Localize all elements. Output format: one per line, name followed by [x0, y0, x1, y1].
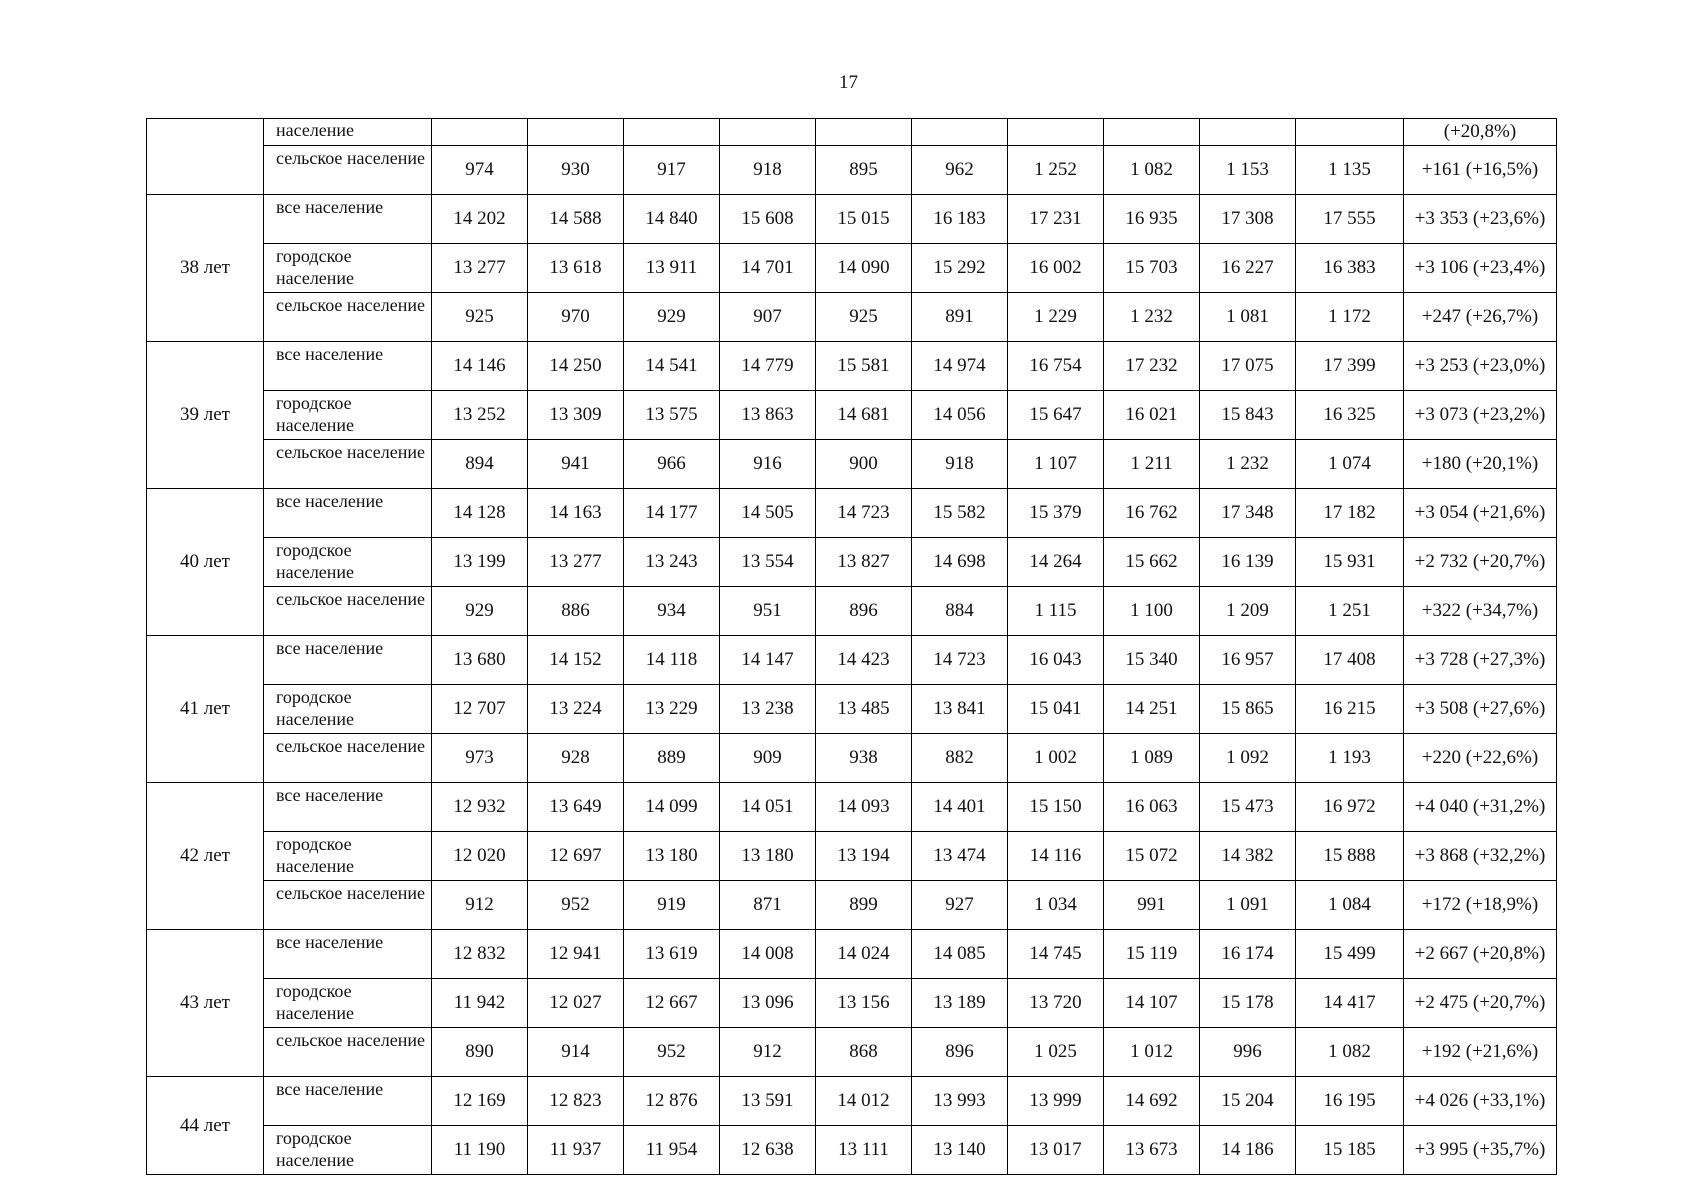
- value-cell: 15 499: [1296, 930, 1404, 979]
- value-cell: 1 252: [1008, 146, 1104, 195]
- value-cell: 13 017: [1008, 1126, 1104, 1175]
- change-cell: +161 (+16,5%): [1404, 146, 1557, 195]
- value-cell: 11 937: [528, 1126, 624, 1175]
- value-cell: 916: [720, 440, 816, 489]
- value-cell: [432, 119, 528, 146]
- value-cell: 890: [432, 1028, 528, 1077]
- table-row: [147, 979, 1557, 1028]
- value-cell: 14 202: [432, 195, 528, 244]
- population-group-cell: все население: [264, 342, 432, 391]
- value-cell: 900: [816, 440, 912, 489]
- value-cell: 1 100: [1104, 587, 1200, 636]
- change-cell: +3 253 (+23,0%): [1404, 342, 1557, 391]
- value-cell: 17 231: [1008, 195, 1104, 244]
- value-cell: 1 193: [1296, 734, 1404, 783]
- change-cell: +220 (+22,6%): [1404, 734, 1557, 783]
- population-group-cell: сельское население: [264, 881, 432, 930]
- value-cell: 13 096: [720, 979, 816, 1028]
- change-cell: +322 (+34,7%): [1404, 587, 1557, 636]
- population-group-cell: все население: [264, 930, 432, 979]
- value-cell: 13 189: [912, 979, 1008, 1028]
- table-row: [147, 119, 1557, 146]
- value-cell: 16 972: [1296, 783, 1404, 832]
- value-cell: 15 865: [1200, 685, 1296, 734]
- change-cell: +192 (+21,6%): [1404, 1028, 1557, 1077]
- population-group-cell: все население: [264, 195, 432, 244]
- value-cell: 13 863: [720, 391, 816, 440]
- table-row: [147, 783, 1557, 832]
- value-cell: 15 178: [1200, 979, 1296, 1028]
- value-cell: 14 701: [720, 244, 816, 293]
- value-cell: 13 680: [432, 636, 528, 685]
- value-cell: 16 754: [1008, 342, 1104, 391]
- value-cell: 14 692: [1104, 1077, 1200, 1126]
- population-group-cell: городское население: [264, 391, 432, 440]
- value-cell: 15 150: [1008, 783, 1104, 832]
- value-cell: [624, 119, 720, 146]
- change-cell: +172 (+18,9%): [1404, 881, 1557, 930]
- value-cell: 952: [528, 881, 624, 930]
- value-cell: 16 227: [1200, 244, 1296, 293]
- change-cell: +3 353 (+23,6%): [1404, 195, 1557, 244]
- value-cell: 16 957: [1200, 636, 1296, 685]
- value-cell: 13 111: [816, 1126, 912, 1175]
- value-cell: [912, 119, 1008, 146]
- value-cell: 12 941: [528, 930, 624, 979]
- value-cell: 12 932: [432, 783, 528, 832]
- value-cell: 16 215: [1296, 685, 1404, 734]
- value-cell: 16 195: [1296, 1077, 1404, 1126]
- value-cell: 962: [912, 146, 1008, 195]
- value-cell: 14 093: [816, 783, 912, 832]
- change-cell: +3 508 (+27,6%): [1404, 685, 1557, 734]
- value-cell: 15 647: [1008, 391, 1104, 440]
- value-cell: 1 034: [1008, 881, 1104, 930]
- value-cell: 894: [432, 440, 528, 489]
- value-cell: 13 911: [624, 244, 720, 293]
- value-cell: 1 251: [1296, 587, 1404, 636]
- value-cell: 12 667: [624, 979, 720, 1028]
- value-cell: 15 931: [1296, 538, 1404, 587]
- population-group-cell: сельское население: [264, 293, 432, 342]
- value-cell: 14 099: [624, 783, 720, 832]
- change-cell: +4 040 (+31,2%): [1404, 783, 1557, 832]
- table-row: [147, 146, 1557, 195]
- value-cell: 15 473: [1200, 783, 1296, 832]
- value-cell: 15 608: [720, 195, 816, 244]
- value-cell: 1 229: [1008, 293, 1104, 342]
- table-row: [147, 342, 1557, 391]
- value-cell: 14 186: [1200, 1126, 1296, 1175]
- value-cell: 899: [816, 881, 912, 930]
- value-cell: 13 309: [528, 391, 624, 440]
- table-row: [147, 636, 1557, 685]
- value-cell: 925: [432, 293, 528, 342]
- value-cell: 13 619: [624, 930, 720, 979]
- value-cell: 886: [528, 587, 624, 636]
- value-cell: 896: [912, 1028, 1008, 1077]
- value-cell: 14 118: [624, 636, 720, 685]
- age-cell: 39 лет: [147, 342, 264, 489]
- value-cell: 914: [528, 1028, 624, 1077]
- value-cell: 17 408: [1296, 636, 1404, 685]
- value-cell: 14 779: [720, 342, 816, 391]
- value-cell: 974: [432, 146, 528, 195]
- value-cell: 13 140: [912, 1126, 1008, 1175]
- value-cell: 14 974: [912, 342, 1008, 391]
- value-cell: 930: [528, 146, 624, 195]
- value-cell: 13 673: [1104, 1126, 1200, 1175]
- value-cell: 1 153: [1200, 146, 1296, 195]
- page-number: 17: [839, 72, 858, 93]
- population-group-cell: городское население: [264, 685, 432, 734]
- value-cell: 14 417: [1296, 979, 1404, 1028]
- value-cell: 13 224: [528, 685, 624, 734]
- value-cell: 16 021: [1104, 391, 1200, 440]
- value-cell: 973: [432, 734, 528, 783]
- population-group-cell: все население: [264, 636, 432, 685]
- value-cell: 14 723: [816, 489, 912, 538]
- value-cell: 14 085: [912, 930, 1008, 979]
- value-cell: 13 229: [624, 685, 720, 734]
- value-cell: 15 204: [1200, 1077, 1296, 1126]
- value-cell: 938: [816, 734, 912, 783]
- value-cell: 13 238: [720, 685, 816, 734]
- value-cell: 1 002: [1008, 734, 1104, 783]
- table-row: [147, 440, 1557, 489]
- value-cell: 13 649: [528, 783, 624, 832]
- value-cell: 1 025: [1008, 1028, 1104, 1077]
- value-cell: 15 888: [1296, 832, 1404, 881]
- value-cell: 17 232: [1104, 342, 1200, 391]
- value-cell: 14 107: [1104, 979, 1200, 1028]
- value-cell: 991: [1104, 881, 1200, 930]
- value-cell: 1 232: [1200, 440, 1296, 489]
- value-cell: 895: [816, 146, 912, 195]
- age-cell: 42 лет: [147, 783, 264, 930]
- value-cell: 912: [432, 881, 528, 930]
- table-row: [147, 1028, 1557, 1077]
- value-cell: 13 277: [432, 244, 528, 293]
- value-cell: 16 043: [1008, 636, 1104, 685]
- value-cell: 14 008: [720, 930, 816, 979]
- age-cell: [147, 119, 264, 195]
- change-cell: +3 728 (+27,3%): [1404, 636, 1557, 685]
- value-cell: 1 172: [1296, 293, 1404, 342]
- value-cell: 16 139: [1200, 538, 1296, 587]
- population-group-cell: сельское население: [264, 440, 432, 489]
- value-cell: 13 485: [816, 685, 912, 734]
- value-cell: 918: [720, 146, 816, 195]
- value-cell: 1 115: [1008, 587, 1104, 636]
- table-row: [147, 930, 1557, 979]
- value-cell: 14 723: [912, 636, 1008, 685]
- value-cell: 15 041: [1008, 685, 1104, 734]
- population-group-cell: все население: [264, 489, 432, 538]
- change-cell: +3 073 (+23,2%): [1404, 391, 1557, 440]
- population-group-cell: сельское население: [264, 734, 432, 783]
- value-cell: 15 119: [1104, 930, 1200, 979]
- value-cell: 13 720: [1008, 979, 1104, 1028]
- value-cell: 1 092: [1200, 734, 1296, 783]
- value-cell: 13 156: [816, 979, 912, 1028]
- value-cell: 12 638: [720, 1126, 816, 1175]
- population-group-cell: все население: [264, 783, 432, 832]
- value-cell: 16 383: [1296, 244, 1404, 293]
- table-row: [147, 685, 1557, 734]
- value-cell: 918: [912, 440, 1008, 489]
- change-cell: +180 (+20,1%): [1404, 440, 1557, 489]
- value-cell: 13 194: [816, 832, 912, 881]
- value-cell: 868: [816, 1028, 912, 1077]
- value-cell: 14 147: [720, 636, 816, 685]
- value-cell: 16 325: [1296, 391, 1404, 440]
- change-cell: +247 (+26,7%): [1404, 293, 1557, 342]
- value-cell: 16 183: [912, 195, 1008, 244]
- population-group-cell: сельское население: [264, 146, 432, 195]
- value-cell: 14 588: [528, 195, 624, 244]
- value-cell: 14 745: [1008, 930, 1104, 979]
- value-cell: 1 082: [1104, 146, 1200, 195]
- value-cell: 15 292: [912, 244, 1008, 293]
- value-cell: [816, 119, 912, 146]
- value-cell: 13 474: [912, 832, 1008, 881]
- value-cell: 925: [816, 293, 912, 342]
- value-cell: [1200, 119, 1296, 146]
- value-cell: 13 999: [1008, 1077, 1104, 1126]
- population-group-cell: все население: [264, 1077, 432, 1126]
- table-row: [147, 881, 1557, 930]
- value-cell: 14 401: [912, 783, 1008, 832]
- value-cell: 14 177: [624, 489, 720, 538]
- value-cell: 12 876: [624, 1077, 720, 1126]
- value-cell: [1008, 119, 1104, 146]
- value-cell: 13 993: [912, 1077, 1008, 1126]
- change-cell: +3 054 (+21,6%): [1404, 489, 1557, 538]
- population-group-cell: население: [264, 119, 432, 146]
- value-cell: 15 662: [1104, 538, 1200, 587]
- value-cell: 12 169: [432, 1077, 528, 1126]
- value-cell: 13 277: [528, 538, 624, 587]
- value-cell: 14 012: [816, 1077, 912, 1126]
- value-cell: 16 002: [1008, 244, 1104, 293]
- table-row: [147, 832, 1557, 881]
- value-cell: 15 843: [1200, 391, 1296, 440]
- value-cell: 907: [720, 293, 816, 342]
- value-cell: 1 211: [1104, 440, 1200, 489]
- value-cell: 15 703: [1104, 244, 1200, 293]
- value-cell: 952: [624, 1028, 720, 1077]
- value-cell: 928: [528, 734, 624, 783]
- change-cell: +2 475 (+20,7%): [1404, 979, 1557, 1028]
- value-cell: 1 074: [1296, 440, 1404, 489]
- change-cell: +4 026 (+33,1%): [1404, 1077, 1557, 1126]
- value-cell: 970: [528, 293, 624, 342]
- value-cell: 929: [624, 293, 720, 342]
- table-row: [147, 587, 1557, 636]
- value-cell: 14 681: [816, 391, 912, 440]
- population-group-cell: городское население: [264, 1126, 432, 1175]
- change-cell: +3 868 (+32,2%): [1404, 832, 1557, 881]
- value-cell: 17 555: [1296, 195, 1404, 244]
- value-cell: 17 399: [1296, 342, 1404, 391]
- value-cell: 1 135: [1296, 146, 1404, 195]
- value-cell: 13 575: [624, 391, 720, 440]
- value-cell: 889: [624, 734, 720, 783]
- age-cell: 41 лет: [147, 636, 264, 783]
- age-cell: 43 лет: [147, 930, 264, 1077]
- value-cell: 14 382: [1200, 832, 1296, 881]
- table-row: [147, 195, 1557, 244]
- value-cell: 17 348: [1200, 489, 1296, 538]
- value-cell: 12 027: [528, 979, 624, 1028]
- value-cell: 13 827: [816, 538, 912, 587]
- value-cell: 13 252: [432, 391, 528, 440]
- value-cell: 11 954: [624, 1126, 720, 1175]
- population-group-cell: сельское население: [264, 587, 432, 636]
- value-cell: 1 107: [1008, 440, 1104, 489]
- value-cell: 934: [624, 587, 720, 636]
- value-cell: 14 128: [432, 489, 528, 538]
- population-group-cell: городское население: [264, 832, 432, 881]
- change-cell: +3 106 (+23,4%): [1404, 244, 1557, 293]
- table-body: [147, 119, 1557, 1175]
- value-cell: [1104, 119, 1200, 146]
- value-cell: 966: [624, 440, 720, 489]
- value-cell: 16 174: [1200, 930, 1296, 979]
- value-cell: 16 063: [1104, 783, 1200, 832]
- value-cell: 896: [816, 587, 912, 636]
- value-cell: 15 072: [1104, 832, 1200, 881]
- value-cell: 12 707: [432, 685, 528, 734]
- value-cell: 919: [624, 881, 720, 930]
- value-cell: 1 209: [1200, 587, 1296, 636]
- value-cell: 14 423: [816, 636, 912, 685]
- value-cell: 12 823: [528, 1077, 624, 1126]
- value-cell: 16 935: [1104, 195, 1200, 244]
- value-cell: 14 152: [528, 636, 624, 685]
- value-cell: 1 089: [1104, 734, 1200, 783]
- population-group-cell: городское население: [264, 979, 432, 1028]
- value-cell: 1 082: [1296, 1028, 1404, 1077]
- value-cell: [720, 119, 816, 146]
- value-cell: 14 116: [1008, 832, 1104, 881]
- value-cell: 12 020: [432, 832, 528, 881]
- value-cell: 14 090: [816, 244, 912, 293]
- value-cell: 12 697: [528, 832, 624, 881]
- value-cell: 14 264: [1008, 538, 1104, 587]
- value-cell: 929: [432, 587, 528, 636]
- value-cell: [528, 119, 624, 146]
- value-cell: 15 015: [816, 195, 912, 244]
- table-row: [147, 734, 1557, 783]
- value-cell: 13 841: [912, 685, 1008, 734]
- value-cell: 14 698: [912, 538, 1008, 587]
- value-cell: 884: [912, 587, 1008, 636]
- population-table: [146, 118, 1557, 1175]
- table-row: [147, 1126, 1557, 1175]
- value-cell: 917: [624, 146, 720, 195]
- value-cell: 13 554: [720, 538, 816, 587]
- value-cell: 13 591: [720, 1077, 816, 1126]
- value-cell: 14 051: [720, 783, 816, 832]
- value-cell: 912: [720, 1028, 816, 1077]
- value-cell: 13 199: [432, 538, 528, 587]
- table-row: [147, 244, 1557, 293]
- age-cell: 44 лет: [147, 1077, 264, 1175]
- value-cell: 11 190: [432, 1126, 528, 1175]
- value-cell: 17 075: [1200, 342, 1296, 391]
- value-cell: 941: [528, 440, 624, 489]
- value-cell: 17 308: [1200, 195, 1296, 244]
- change-cell: +3 995 (+35,7%): [1404, 1126, 1557, 1175]
- change-cell: +2 667 (+20,8%): [1404, 930, 1557, 979]
- value-cell: 13 180: [624, 832, 720, 881]
- value-cell: 15 185: [1296, 1126, 1404, 1175]
- value-cell: 14 024: [816, 930, 912, 979]
- table-row: [147, 391, 1557, 440]
- population-group-cell: городское население: [264, 538, 432, 587]
- value-cell: 17 182: [1296, 489, 1404, 538]
- value-cell: 13 243: [624, 538, 720, 587]
- value-cell: 14 251: [1104, 685, 1200, 734]
- value-cell: 13 618: [528, 244, 624, 293]
- value-cell: [1296, 119, 1404, 146]
- age-cell: 40 лет: [147, 489, 264, 636]
- value-cell: 927: [912, 881, 1008, 930]
- value-cell: 14 146: [432, 342, 528, 391]
- value-cell: 13 180: [720, 832, 816, 881]
- table-row: [147, 1077, 1557, 1126]
- value-cell: 14 163: [528, 489, 624, 538]
- value-cell: 951: [720, 587, 816, 636]
- value-cell: 11 942: [432, 979, 528, 1028]
- value-cell: 15 582: [912, 489, 1008, 538]
- age-cell: 38 лет: [147, 195, 264, 342]
- value-cell: 12 832: [432, 930, 528, 979]
- value-cell: 14 250: [528, 342, 624, 391]
- value-cell: 909: [720, 734, 816, 783]
- table-row: [147, 538, 1557, 587]
- value-cell: 14 840: [624, 195, 720, 244]
- value-cell: 1 081: [1200, 293, 1296, 342]
- value-cell: 14 505: [720, 489, 816, 538]
- value-cell: 15 340: [1104, 636, 1200, 685]
- change-cell: (+20,8%): [1404, 119, 1557, 146]
- value-cell: 882: [912, 734, 1008, 783]
- value-cell: 1 232: [1104, 293, 1200, 342]
- value-cell: 14 541: [624, 342, 720, 391]
- value-cell: 1 084: [1296, 881, 1404, 930]
- table-row: [147, 489, 1557, 538]
- table-row: [147, 293, 1557, 342]
- change-cell: +2 732 (+20,7%): [1404, 538, 1557, 587]
- value-cell: 871: [720, 881, 816, 930]
- population-group-cell: сельское население: [264, 1028, 432, 1077]
- value-cell: 891: [912, 293, 1008, 342]
- value-cell: 16 762: [1104, 489, 1200, 538]
- value-cell: 996: [1200, 1028, 1296, 1077]
- value-cell: 14 056: [912, 391, 1008, 440]
- value-cell: 1 091: [1200, 881, 1296, 930]
- population-group-cell: городское население: [264, 244, 432, 293]
- value-cell: 1 012: [1104, 1028, 1200, 1077]
- value-cell: 15 379: [1008, 489, 1104, 538]
- value-cell: 15 581: [816, 342, 912, 391]
